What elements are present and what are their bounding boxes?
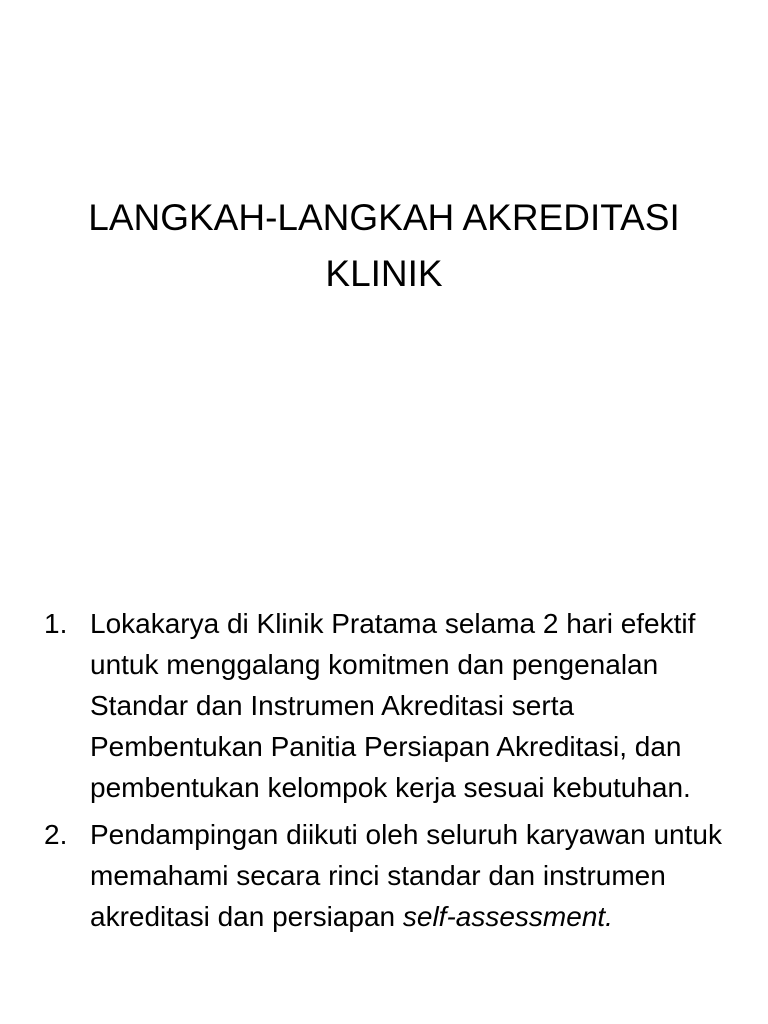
slide-title: LANGKAH-LANGKAH AKREDITASI KLINIK: [88, 197, 680, 294]
step-number: 1.: [44, 608, 68, 639]
step-text: Pendampingan diikuti oleh seluruh karyawan untuk memahami secara rinci standar dan instrumen akreditasi dan persiapan: [90, 819, 722, 932]
step-number: 2.: [44, 819, 68, 850]
step-emphasis: self-assessment.: [402, 901, 613, 932]
list-item: [42, 603, 732, 808]
steps-list: [42, 603, 732, 943]
step-text: Lokakarya di Klinik Pratama selama 2 hari efektif untuk menggalang komitmen dan pengenalan Standar dan Instrumen Akreditasi serta Pembentukan Panitia Persiapan Akreditasi, dan pembentukan kelompok kerja sesuai kebutuhan.: [90, 608, 696, 803]
list-item: [42, 814, 732, 937]
